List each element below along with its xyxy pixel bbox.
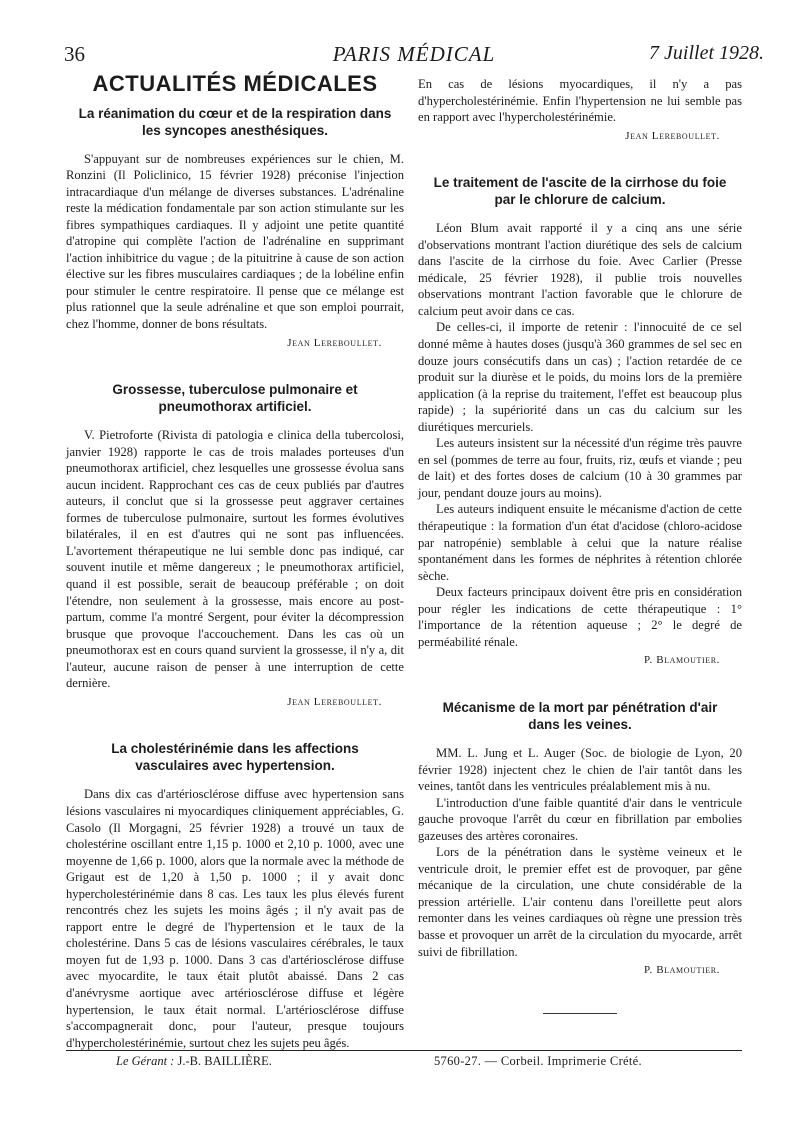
gerant-label: Le Gérant : <box>116 1054 175 1068</box>
article-grossesse <box>66 381 404 710</box>
end-rule <box>543 1013 617 1014</box>
article-paragraph: Deux facteurs principaux doivent être pris en considération pour régler les indications de cette thérapeutique : 1° l'importance de la rétention aqueuse ; 2° le degré de perméabilité rénale. <box>418 585 742 649</box>
article-paragraph: Les auteurs indiquent ensuite le mécanisme d'action de cette thérapeutique : la formation d'un état d'acidose (chloro-acidose par natropénie) semblable à celui que la nature réalise spontanément dans les formes de néphrites à rétention chlorée sèche. <box>418 502 742 583</box>
footer-rule <box>66 1050 742 1051</box>
gerant-line <box>116 1054 272 1069</box>
right-column <box>418 76 742 1014</box>
article-reanimation <box>66 105 404 352</box>
article-title: La cholestérinémie dans les affections vasculaires avec hypertension. <box>111 741 359 774</box>
article-paragraph: Dans dix cas d'artériosclérose diffuse avec hypertension sans lésions vasculaires ni myocardiques cliniquement appréciables, G. Casolo (Il Morgagni, 25 février 1928) a trouvé un taux de cholestérine oscillant entre 1,15 p. 1000 et 2,10 p. 1000, avec une moyenne de 1,66 p. 1000, alors que la normale avec la méthode de Grigaut est de 1,20 à 1,50 p. 1000 ; il y avait donc hypercholestérinémie dans 8 cas. Les taux les plus élevés furent rencontrés chez les sujets les moins âgés ; il n'y avait pas de rapport entre le degré de l'hypertension et le taux de la cholestérine. Dans 5 cas de lésions vasculaires cérébrales, le taux moyen fut de 1,93 p. 1000. Dans 3 cas d'artériosclérose diffuse avec myocardite, le taux était plutôt abaissé. Dans 2 cas d'anévrysme aortique avec artériosclérose diffuse et légère hypertension, le taux était normal. L'artériosclérose diffuse s'accompagnerait donc, pour l'auteur, presque toujours d'hypercholestérinémie, surtout chez les sujets peu âgés. <box>66 787 404 1050</box>
gerant-name: J.-B. BAILLIÈRE. <box>177 1054 272 1068</box>
article-title: La réanimation du cœur et de la respiration dans les syncopes anesthésiques. <box>78 105 392 138</box>
article-signature: Jean Lereboullet. <box>287 336 382 349</box>
page-number: 36 <box>64 42 85 66</box>
article-signature: P. Blamoutier. <box>644 964 720 977</box>
issue-date: 7 Juillet 1928. <box>649 42 764 64</box>
running-header <box>64 42 764 68</box>
article-signature: Jean Lereboullet. <box>625 129 720 142</box>
article-signature: Jean Lereboullet. <box>287 695 382 708</box>
article-paragraph: Léon Blum avait rapporté il y a cinq ans une série d'observations montrant l'action diurétique des sels de calcium dans l'ascite de la cirrhose du foie. Avec Carlier (Presse médicale, 25 février 1928), il publie trois nouvelles observations montrant l'action favorable que le chlorure de calcium peut avoir dans ce cas. <box>418 221 742 318</box>
article-cholesterinemie <box>66 740 404 1051</box>
section-title: ACTUALITÉS MÉDICALES <box>92 71 378 96</box>
left-column <box>66 71 404 1051</box>
article-paragraph-continued: En cas de lésions myocardiques, il n'y a pas d'hypercholestérinémie. Enfin l'hypertension ne lui semble pas en rapport avec l'hypercholestérinémie. <box>418 77 742 125</box>
journal-title: PARIS MÉDICAL <box>332 42 496 66</box>
article-paragraph: L'introduction d'une faible quantité d'air dans le ventricule gauche provoque l'arrêt du cœur en fibrillation par embolies gazeuses des artères coronaires. <box>418 795 742 843</box>
article-title: Mécanisme de la mort par pénétration d'air dans les veines. <box>442 699 718 732</box>
article-ascite <box>418 174 742 669</box>
article-paragraph: MM. L. Jung et L. Auger (Soc. de biologie de Lyon, 20 février 1928) injectent chez le chien de l'air tantôt dans les veines, tantôt dans les ventricules préalablement mis à nu. <box>418 745 742 794</box>
article-paragraph: V. Pietroforte (Rivista di patologia e clinica della tubercolosi, janvier 1928) rapporte le cas de trois malades porteuses d'un pneumothorax artificiel, chez lesquelles une grossesse évolua sans aucun incident. Rapprochant ces cas de ceux publiés par d'autres auteurs, il conclut que si la grossesse peut aggraver certaines formes de tuberculose pulmonaire, surtout les formes évolutives bilatérales, il en est d'autres qui ne sont pas influencées. L'avortement thérapeutique ne lui semble donc pas indiqué, car souvent inutile et même dangereux ; le pneumothorax artificiel, quand il est possible, serait de beaucoup préférable ; on doit l'étendre, non seulement à la grossesse, mais encore au post-partum, comme l'a montré Sergent, pour éviter la décompression brusque que provoque l'accouchement. Dans les cas où un pneumothorax est en cours quand survient la grossesse, il n'y a, dit l'auteur, aucune raison de penser à une interruption de cette dernière. <box>66 428 404 691</box>
article-title: Grossesse, tuberculose pulmonaire et pneumothorax artificiel. <box>112 382 358 415</box>
page-footer <box>66 1054 742 1074</box>
article-signature: P. Blamoutier. <box>644 654 720 667</box>
article-paragraph: Lors de la pénétration dans le système veineux et le ventricule droit, le premier effet est de provoquer, par gêne mécanique de la circulation, une chute considérable de la pression artérielle. L'air contenu dans l'oreillette peut alors remonter dans les veines cardiaques où règne une pression très basse et provoquer un arrêt de la circulation du myocarde, arrêt suivi de fibrillation. <box>418 845 742 959</box>
article-paragraph: De celles-ci, il importe de retenir : l'innocuité de ce sel donné même à hautes doses (jusqu'à 360 grammes de sel sec en douze jours consécutifs dans un cas) ; l'action retardée de ce produit sur la diurèse et le poids, du moins lors de la première application (à la reprise du traitement, l'effet est beaucoup plus rapide) ; la supériorité dans un cas du calcium sur les diurétiques mercuriels. <box>418 320 742 434</box>
article-paragraph: S'appuyant sur de nombreuses expériences sur le chien, M. Ronzini (Il Policlinico, 15 février 1928) préconise l'injection intracardiaque d'un mélange de diverses substances. L'adrénaline reste la médication fondamentale par son action stimulante sur les fibres sympathiques cardiaques. Il y adjoint une petite quantité d'atropine qui complète l'action de l'adrénaline en supprimant l'action inhibitrice du vague ; de la pituitrine à cause de son action élective sur les fibres musculaires cardiaques ; de la lobéline enfin pour stimuler le centre respiratoire. Il pense que ce mélange est plus rationnel que la seule adrénaline et que son emploi pourrait, chez l'homme, donner de bons résultats. <box>66 151 404 332</box>
article-title: Le traitement de l'ascite de la cirrhose du foie par le chlorure de calcium. <box>433 175 727 208</box>
article-air <box>418 699 742 979</box>
article-paragraph: Les auteurs insistent sur la nécessité d'un régime très pauvre en sel (pommes de terre au four, fruits, riz, œufs et viande ; peu de lait) et des fortes doses de calcium (10 à 30 grammes par jour, pendant douze jours au moins). <box>418 436 742 500</box>
printer-line: 5760-27. — Corbeil. Imprimerie Crété. <box>434 1054 642 1068</box>
